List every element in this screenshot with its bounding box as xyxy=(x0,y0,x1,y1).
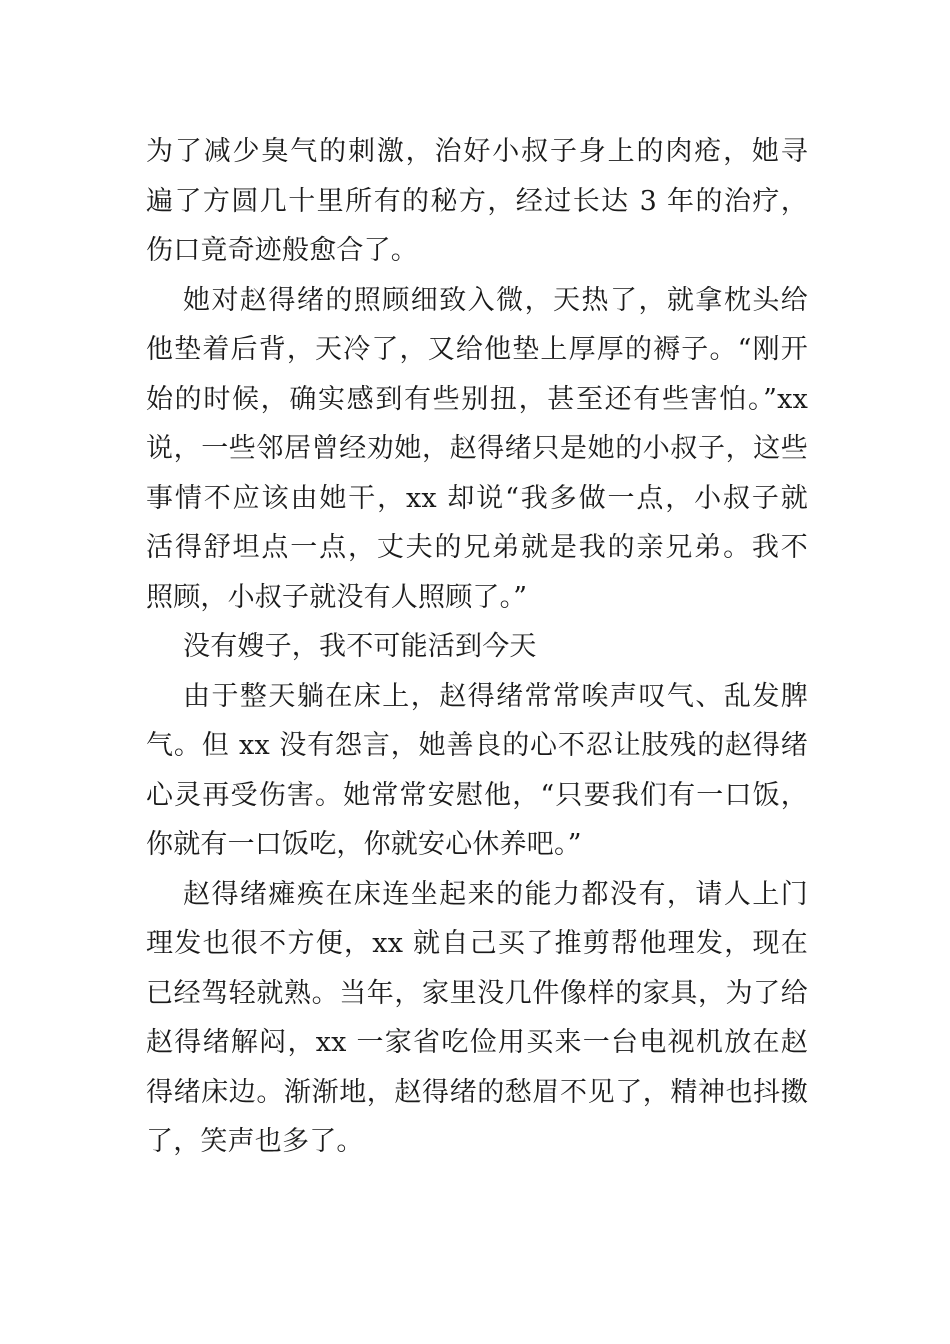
text-line: 说，一些邻居曾经劝她，赵得绪只是她的小叔子，这些 xyxy=(146,433,808,464)
section-subheading: 没有嫂子，我不可能活到今天 xyxy=(183,631,537,662)
text-line: 气。但 xx 没有怨言，她善良的心不忍让肢残的赵得绪 xyxy=(146,730,808,761)
document-body xyxy=(146,127,808,1167)
text-line: 伤口竟奇迹般愈合了。 xyxy=(146,235,418,266)
text-line: 了，笑声也多了。 xyxy=(146,1126,364,1157)
text-line: 始的时候，确实感到有些别扭，甚至还有些害怕。”xx xyxy=(146,383,808,415)
text-line: 心灵再受伤害。她常常安慰他，“只要我们有一口饭， xyxy=(146,779,808,811)
text-line: 活得舒坦点一点，丈夫的兄弟就是我的亲兄弟。我不 xyxy=(146,532,808,563)
text-line: 事情不应该由她干，xx 却说“我多做一点，小叔子就 xyxy=(146,482,808,514)
text-line: 得绪床边。渐渐地，赵得绪的愁眉不见了，精神也抖擞 xyxy=(146,1076,808,1108)
text-line: 由于整天躺在床上，赵得绪常常唉声叹气、乱发脾 xyxy=(183,680,808,712)
paragraph-2 xyxy=(146,276,808,623)
paragraph-5 xyxy=(146,870,808,1167)
text-line: 赵得绪解闷，xx 一家省吃俭用买来一台电视机放在赵 xyxy=(146,1027,808,1058)
paragraph-3 xyxy=(146,622,808,672)
text-line: 理发也很不方便，xx 就自己买了推剪帮他理发，现在 xyxy=(146,928,808,959)
text-line: 你就有一口饭吃，你就安心休养吧。” xyxy=(146,829,582,860)
text-line: 为了减少臭气的刺激，治好小叔子身上的肉疮，她寻 xyxy=(146,136,808,167)
text-line: 遍了方圆几十里所有的秘方，经过长达 3 年的治疗， xyxy=(146,185,808,217)
text-line: 已经驾轻就熟。当年，家里没几件像样的家具，为了给 xyxy=(146,977,808,1009)
text-line: 照顾，小叔子就没有人照顾了。” xyxy=(146,581,528,613)
text-line: 他垫着后背，天冷了，又给他垫上厚厚的褥子。“刚开 xyxy=(146,334,808,365)
paragraph-4 xyxy=(146,672,808,870)
text-line: 赵得绪瘫痪在床连坐起来的能力都没有，请人上门 xyxy=(183,878,808,910)
paragraph-1 xyxy=(146,127,808,276)
text-line: 她对赵得绪的照顾细致入微，天热了，就拿枕头给 xyxy=(183,284,808,316)
